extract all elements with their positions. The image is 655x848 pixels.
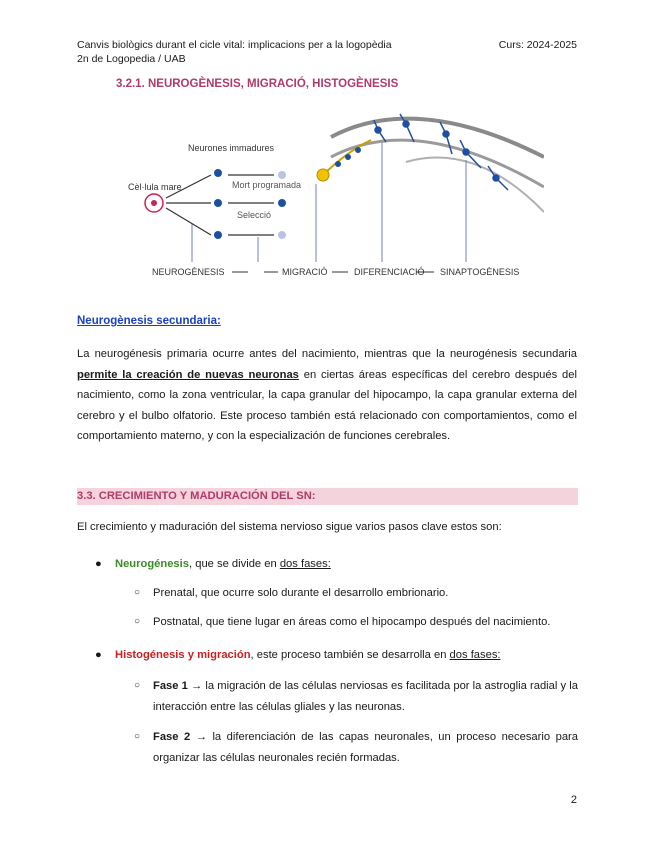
- bullet: ●: [95, 649, 102, 661]
- cortex-arc-outer: [331, 119, 544, 157]
- page-number: 2: [570, 794, 577, 806]
- stage-synaptogenesis: SINAPTOGÈNESIS: [440, 267, 520, 277]
- stage-neurogenesis: NEUROGÈNESIS: [152, 267, 225, 277]
- cortex-arc-inner: [331, 140, 544, 187]
- term-neurogenesis: Neurogénesis: [115, 558, 189, 570]
- paragraph-part-a: La neurogénesis primaria ocurre antes del nacimiento, mientras que la neurogénesis secundaria: [77, 348, 577, 360]
- section-title-321: 3.2.1. NEUROGÈNESIS, MIGRACIÓ, HISTOGÈNESIS: [116, 78, 399, 90]
- stage-migration: MIGRACIÓ: [282, 267, 328, 277]
- header-course-title: Canvis biològics durant el cicle vital: implicacions per a la logopèdia: [77, 39, 392, 51]
- header-degree: 2n de Logopedia / UAB: [77, 53, 186, 65]
- label-programmed-death: Mort programada: [232, 180, 302, 190]
- neurodevelopment-figure: [116, 102, 544, 292]
- two-phases-link: dos fases:: [279, 558, 331, 570]
- sub-bullet: ○: [134, 616, 141, 627]
- glia-cell: [317, 169, 329, 181]
- secondary-neurogenesis-paragraph: [77, 344, 577, 447]
- section-33-intro: El crecimiento y maduración del sistema nervioso sigue varios pasos clave estos son:: [77, 521, 502, 533]
- stage-differentiation: DIFERENCIACIÓ: [354, 267, 425, 277]
- document-header: [77, 38, 392, 66]
- cortex-neurons: [374, 114, 508, 190]
- paragraph-part-b: en ciertas áreas específicas del cerebro después del nacimiento, como la zona ventricular, la capa granular del hipocampo, la capa granular externa del cerebro y el bulbo olfatorio. Este proceso también está relacionado con comportamientos, como el comportamiento materno, y con la especialización de funciones cerebrales.: [77, 368, 577, 443]
- sub-bullet: ○: [134, 587, 141, 598]
- two-phases-link: dos fases:: [449, 649, 501, 661]
- cortex-arc-lower: [406, 158, 544, 212]
- label-selection: Selecció: [237, 210, 272, 220]
- term-histogenesis: Histogénesis y migración: [115, 649, 251, 661]
- label-immature-neurons: Neurones immadures: [188, 143, 275, 153]
- sub-bullet: ○: [134, 680, 141, 691]
- section-33-banner: [77, 488, 578, 505]
- section-title-33: 3.3. CRECIMIENTO Y MADURACIÓN DEL SN:: [77, 490, 316, 502]
- bullet: ●: [95, 558, 102, 570]
- header-academic-year: Curs: 2024-2025: [498, 39, 577, 51]
- sub-bullet: ○: [134, 731, 141, 742]
- paragraph-emphasis: permite la creación de nuevas neuronas: [77, 368, 299, 381]
- stage-pointers: [192, 142, 466, 262]
- label-stem-cell: Cèl·lula mare: [128, 182, 182, 192]
- secondary-neurogenesis-heading: Neurogènesis secundaria:: [77, 315, 221, 327]
